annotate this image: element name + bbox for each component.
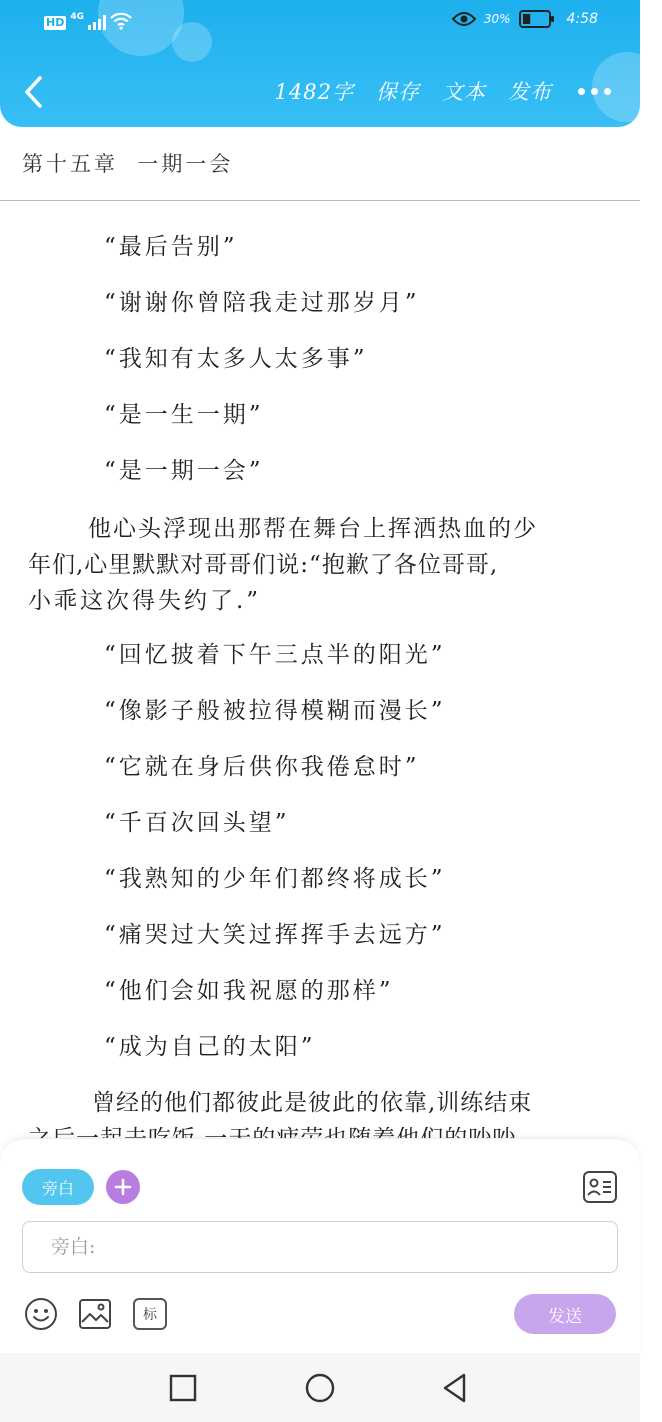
- eye-icon: [452, 11, 476, 27]
- publish-button[interactable]: 发布: [508, 80, 552, 104]
- divider: [0, 200, 640, 201]
- tag-button[interactable]: 标: [133, 1298, 167, 1330]
- text-line: “它就在身后供你我倦怠时”: [104, 754, 420, 780]
- emoji-icon[interactable]: [24, 1297, 58, 1331]
- battery-percent: 30%: [483, 12, 511, 26]
- hd-badge: HD: [46, 16, 65, 29]
- text-line: “痛哭过大笑过挥挥手去远方”: [104, 922, 446, 948]
- text-line: “像影子般被拉得模糊而漫长”: [104, 698, 446, 724]
- more-dots-icon[interactable]: [578, 86, 614, 96]
- app-header: [0, 0, 640, 127]
- role-chip[interactable]: 旁白: [22, 1169, 94, 1205]
- text-line: “谢谢你曾陪我走过那岁月”: [104, 290, 420, 316]
- text-line: “成为自己的太阳”: [104, 1034, 316, 1060]
- contact-card-icon[interactable]: [582, 1169, 618, 1205]
- status-bar: [0, 0, 640, 44]
- text-line: “回忆披着下午三点半的阳光”: [104, 642, 446, 668]
- text-line: “最后告别”: [104, 234, 238, 260]
- text-line: 他心头浮现出那帮在舞台上挥洒热血的少: [88, 516, 538, 542]
- nav-actions: [275, 76, 614, 106]
- status-right: [452, 10, 598, 28]
- text-line: 曾经的他们都彼此是彼此的依靠,训练结束: [92, 1090, 533, 1116]
- nav-bar: [0, 62, 640, 122]
- clock: 4:58: [566, 11, 598, 27]
- text-line: “是一生一期”: [104, 402, 264, 428]
- input-panel: [0, 1138, 640, 1353]
- signal-icon: [88, 14, 106, 30]
- battery-icon: [519, 10, 555, 28]
- add-role-button[interactable]: [106, 1170, 140, 1204]
- text-line: “千百次回头望”: [104, 810, 290, 836]
- system-nav-bar: [0, 1353, 640, 1422]
- text-line: “我熟知的少年们都终将成长”: [104, 866, 446, 892]
- text-line: “是一期一会”: [104, 458, 264, 484]
- status-left: [44, 12, 132, 30]
- wifi-icon: [110, 12, 132, 30]
- narration-input[interactable]: [22, 1221, 618, 1273]
- editor-content[interactable]: [0, 210, 640, 1138]
- circle-icon[interactable]: [302, 1370, 338, 1406]
- back-arrow-icon[interactable]: [20, 74, 48, 110]
- image-icon[interactable]: [78, 1297, 112, 1331]
- network-label: 4G: [70, 12, 84, 22]
- text-line: “我知有太多人太多事”: [104, 346, 368, 372]
- text-line: 年们,心里默默对哥哥们说:“抱歉了各位哥哥,: [28, 552, 499, 578]
- word-count: 1482字: [274, 80, 354, 104]
- send-button[interactable]: 发送: [514, 1294, 616, 1334]
- save-button[interactable]: 保存: [376, 80, 420, 104]
- text-line: 小乖这次得失约了.”: [28, 588, 262, 614]
- square-icon[interactable]: [165, 1370, 201, 1406]
- text-button[interactable]: 文本: [442, 80, 486, 104]
- plus-icon: [114, 1178, 132, 1196]
- triangle-back-icon[interactable]: [437, 1370, 473, 1406]
- chapter-title[interactable]: 第十五章 一期一会: [22, 152, 234, 176]
- text-line: “他们会如我祝愿的那样”: [104, 978, 394, 1004]
